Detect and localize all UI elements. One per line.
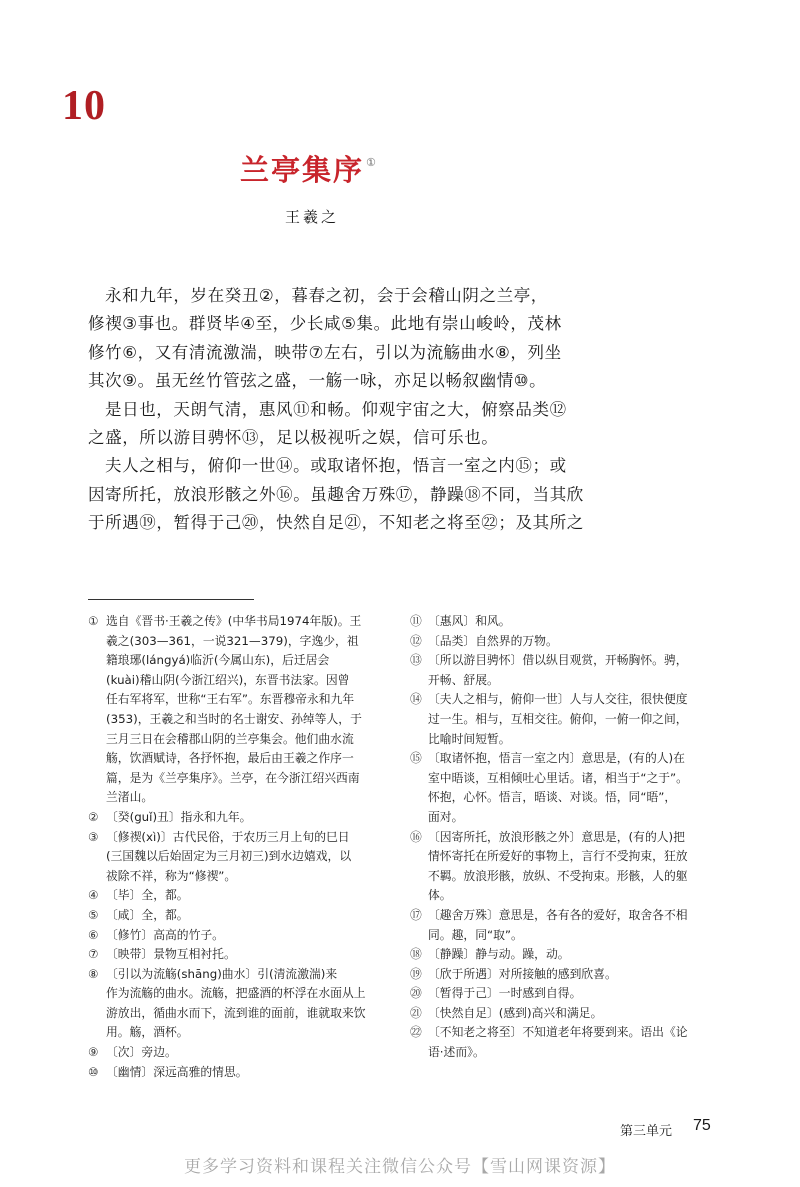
footnote-text: 〔修禊(xì)〕古代民俗，于农历三月上旬的巳日 (三国魏以后始固定为三月初三)到水边嬉戏，以 祓除不祥，称为“修禊”。: [106, 829, 352, 883]
footnote-number: ⑦: [88, 947, 99, 962]
footnote-item: [88, 945, 388, 965]
body-line: 修竹⑥，又有清流激湍，映带⑦左右，引以为流觞曲水⑧，列坐: [88, 342, 562, 362]
footnote-number: ③: [88, 829, 99, 844]
footnote-item: [410, 1023, 710, 1062]
footnote-text: 〔快然自足〕(感到)高兴和满足。: [428, 1005, 603, 1020]
footnote-item: [88, 828, 388, 887]
unit-label: 第三单元: [620, 1124, 673, 1139]
footnote-number: ⑭: [410, 692, 422, 707]
footnote-item: [410, 651, 710, 690]
footnote-number: ⑯: [410, 829, 422, 844]
footnote-number: ⑤: [88, 907, 99, 922]
footnote-item: [88, 886, 388, 906]
footnote-text: 〔不知老之将至〕不知道老年将要到来。语出《论 语·述而》。: [428, 1025, 688, 1060]
footnote-text: 〔所以游目骋怀〕借以纵目观赏，开畅胸怀。骋， 开畅、舒展。: [428, 653, 688, 687]
body-line: 永和九年，岁在癸丑②，暮春之初，会于会稽山阴之兰亭，: [105, 286, 548, 305]
footnote-text: 〔取诸怀抱，悟言一室之内〕意思是，(有的人)在 室中晤谈，互相倾吐心里话。诸，相当于“之于”。 怀抱，心怀。悟言，晤谈、对谈。悟，同“晤”， 面对。: [428, 751, 688, 824]
footnote-item: [410, 749, 710, 827]
footnote-item: [88, 1043, 388, 1063]
footnote-number: ㉒: [410, 1025, 422, 1040]
footnote-number: ⑪: [410, 614, 422, 628]
footnote-item: [410, 690, 710, 749]
body-line: 因寄所托，放浪形骸之外⑯。虽趣舍万殊⑰，静躁⑱不同，当其欣: [88, 484, 584, 504]
footnote-text: 〔幽情〕深远高雅的情思。: [106, 1064, 248, 1079]
page-number: 75: [693, 1117, 711, 1134]
footnotes-right-column: [410, 612, 710, 1063]
body-line: 其次⑨。虽无丝竹管弦之盛，一觞一咏，亦足以畅叙幽情⑩。: [88, 371, 547, 391]
footnote-text: 〔癸(guǐ)丑〕指永和九年。: [106, 809, 252, 824]
footnotes-left-column: [88, 612, 388, 1082]
footnote-text: 〔毕〕全，都。: [106, 888, 189, 903]
footnote-item: [410, 984, 710, 1004]
footnote-number: ⑫: [410, 633, 422, 648]
footnote-text: 〔惠风〕和风。: [428, 614, 511, 628]
body-line: 修禊③事也。群贤毕④至，少长咸⑤集。此地有崇山峻岭，茂林: [88, 314, 562, 334]
footnote-text: 〔品类〕自然界的万物。: [428, 633, 558, 648]
footnote-number: ⑰: [410, 907, 422, 922]
footnote-number: ⑱: [410, 947, 422, 962]
footnote-number: ①: [88, 614, 99, 628]
footnote-item: [410, 945, 710, 965]
footnote-item: [410, 828, 710, 906]
footnote-number: ⑨: [88, 1045, 99, 1060]
footnote-text: 〔次〕旁边。: [106, 1045, 177, 1060]
page-title: [240, 148, 378, 189]
footnote-item: [88, 926, 388, 946]
footnote-number: ⑥: [88, 927, 99, 942]
lesson-number: 10: [62, 83, 106, 129]
watermark-text: 更多学习资料和课程关注微信公众号【雪山网课资源】: [184, 1157, 616, 1177]
footnote-number: ⑧: [88, 966, 99, 981]
body-line: 夫人之相与，俯仰一世⑭。或取诸怀抱，悟言一室之内⑮；或: [105, 456, 567, 476]
author: 王羲之: [285, 208, 340, 226]
footnote-text: 〔引以为流觞(shāng)曲水〕引(清流激湍)来 作为流觞的曲水。流觞，把盛酒的杯浮在水面从上 游放出，循曲水而下，流到谁的面前，谁就取来饮 用。觞，酒杯。: [106, 966, 366, 1040]
footnote-item: [410, 1004, 710, 1024]
footnote-text: 〔修竹〕高高的竹子。: [106, 927, 224, 942]
footnote-item: [410, 965, 710, 985]
footnote-text: 〔趣舍万殊〕意思是，各有各的爱好，取舍各不相 同。趣，同“取”。: [428, 907, 688, 942]
footnote-number: ⑳: [410, 986, 422, 1001]
body-line: 之盛，所以游目骋怀⑬，足以极视听之娱，信可乐也。: [88, 428, 499, 448]
footnote-item: [88, 906, 388, 926]
footnote-item: [410, 612, 710, 632]
footnote-item: [88, 612, 388, 808]
footnote-item: [410, 906, 710, 945]
footnote-number: ⑮: [410, 751, 422, 766]
footnote-item: [88, 808, 388, 828]
footnote-text: 〔静躁〕静与动。躁，动。: [428, 947, 570, 962]
body-line: 于所遇⑲，暂得于己⑳，快然自足㉑，不知老之将至㉒；及其所之: [88, 513, 584, 533]
footnote-number: ⑲: [410, 966, 422, 981]
title-note-marker: ①: [366, 156, 378, 169]
footnote-text: 〔咸〕全，都。: [106, 907, 189, 922]
footnote-text: 〔夫人之相与，俯仰一世〕人与人交往，很快便度 过一生。相与，互相交往。俯仰，一俯一仰之间， 比喻时间短暂。: [428, 692, 688, 746]
footnote-number: ⑩: [88, 1064, 99, 1079]
footnote-number: ㉑: [410, 1005, 422, 1020]
footnote-text: 选自《晋书·王羲之传》(中华书局1974年版)。王 羲之(303—361，一说321—379)，字逸少，祖 籍琅琊(lángyá)临沂(今属山东)，后迁居会 (kuài)稽山阴(今浙江绍兴)，东晋书法家。因曾 任右军将军，世称“王右军”。东晋穆帝永和九年 (353)，王羲之和当时的名士谢安、孙绰等人，于 三月三日在会稽郡山阴的兰亭集会。他们曲水流 觞，饮酒赋诗，各抒怀抱，最后由王羲之作序一 篇，是为《兰亭集序》。兰亭，在今浙江绍兴西南 兰渚山。: [106, 614, 362, 805]
body-line: 是日也，天朗气清，惠风⑪和畅。仰观宇宙之大，俯察品类⑫: [105, 399, 567, 419]
footnote-text: 〔因寄所托，放浪形骸之外〕意思是，(有的人)把 情怀寄托在所爱好的事物上，言行不受拘束，狂放 不羁。放浪形骸，放纵、不受拘束。形骸，人的躯 体。: [428, 829, 688, 903]
footnote-text: 〔欣于所遇〕对所接触的感到欣喜。: [428, 966, 617, 981]
footnote-divider: [88, 599, 254, 600]
essay-body: [88, 282, 584, 538]
footnote-item: [88, 1063, 388, 1083]
footnote-text: 〔暂得于己〕一时感到自得。: [428, 986, 582, 1001]
footnote-number: ⑬: [410, 653, 422, 668]
footnote-item: [88, 965, 388, 1043]
title-text: 兰亭集序: [240, 153, 365, 187]
footnote-item: [410, 632, 710, 652]
footnote-number: ②: [88, 809, 99, 824]
footnote-text: 〔映带〕景物互相衬托。: [106, 947, 236, 962]
footnote-number: ④: [88, 888, 99, 903]
